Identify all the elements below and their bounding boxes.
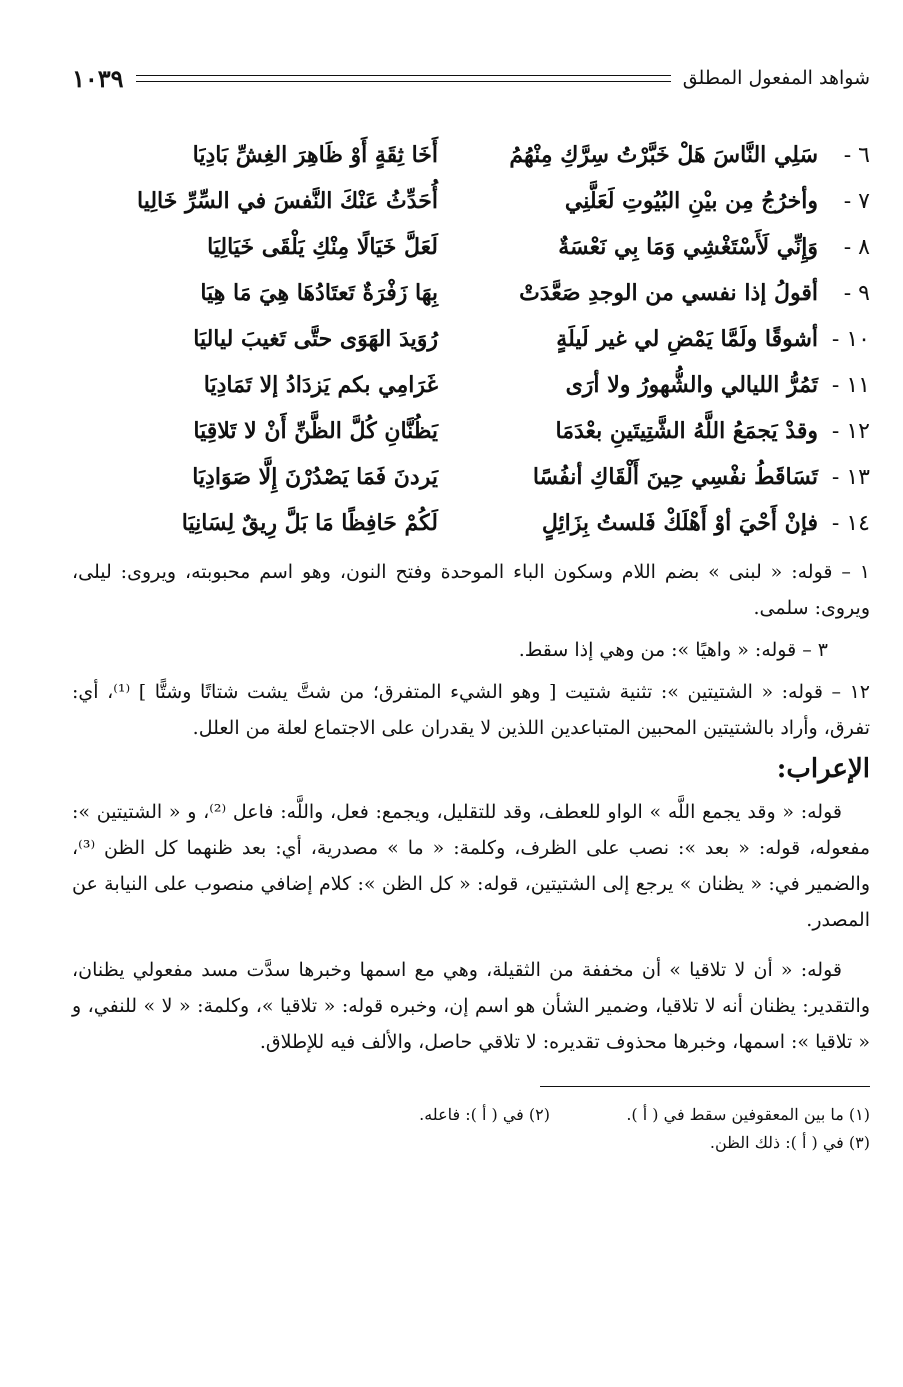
poem-verses [72, 132, 870, 546]
verse-line [72, 316, 870, 362]
footnote-rule [540, 1086, 870, 1087]
footnote-1: (١) ما بين المعقوفين سقط في ( أ ). [626, 1105, 870, 1124]
verse-number: ٨ - [843, 234, 870, 260]
note-paragraph: ١ – قوله: « لبنى » بضم اللام وسكون الباء الموحدة وفتح النون، وهو اسم محبوبته، ويروى: ليلى، ويروى: سلمى. [72, 561, 870, 619]
verse-first-hemistich: فإنْ أَحْيَ أوْ أَهْلَكْ فَلستُ بِزَائِلٍ [541, 510, 818, 536]
verse-second-hemistich: لَعَلَّ خَيَالًا مِنْكِ يَلْقَى خَيَالِيَا [207, 234, 438, 260]
vocabulary-notes [72, 554, 870, 746]
verse-first-hemistich: وَإِنِّي لَأَسْتَغْشِي وَمَا بِي نَعْسَةٌ [558, 234, 818, 260]
footnote-row [72, 1129, 870, 1157]
verse-second-hemistich: رُوَيدَ الهَوَى حتَّى تَغيبَ لياليَا [193, 326, 438, 352]
verse-first-hemistich: سَلِي النَّاسَ هَلْ خَبَّرْتُ سِرَّكِ مِنْهُمُ [509, 142, 818, 168]
body-paragraph: قوله: « أن لا تلاقيا » أن مخففة من الثقيلة، وهي مع اسمها وخبرها سدَّت مسد مفعولي يظنان، والتقدير: يظنان أنه لا تلاقيا، وضمير الشأن هو اسم إن، وخبره قوله: « تلاقيا »، وكلمة: « لا » للنفي، و « تلاقيا »: اسمها، وخبرها محذوف تقديره: لا تلاقي حاصل، والألف فيه للإطلاق. [72, 959, 870, 1053]
verse-number: ٧ - [843, 188, 870, 214]
verse-line [72, 270, 870, 316]
grammar-analysis [72, 794, 870, 1060]
verse-line [72, 454, 870, 500]
running-header [72, 60, 870, 96]
header-rule [136, 75, 671, 82]
verse-first-hemistich: أقولُ إذا نفسي من الوجدِ صَعَّدَتْ [519, 280, 818, 306]
body-paragraph: قوله: « وقد يجمع اللَّه » الواو للعطف، وقد للتقليل، ويجمع: فعل، واللَّه: فاعل ⁽²⁾، و « الشتيتين »: مفعوله، قوله: « بعد »: نصب على الظرف، وكلمة: « ما » مصدرية، أي: بعد ظنهما كل الظن ⁽³⁾، والضمير في: « يظنان » يرجع إلى الشتيتين، قوله: « كل الظن »: كلام إضافي منصوب على النيابة عن المصدر. [72, 801, 870, 931]
footnote-row [72, 1101, 870, 1129]
running-title: شواهد المفعول المطلق [682, 67, 870, 89]
verse-line [72, 178, 870, 224]
verse-line [72, 132, 870, 178]
verse-second-hemistich: أَخَا ثِقَةٍ أَوْ ظَاهِرَ الغِشِّ بَادِيَا [192, 142, 438, 168]
verse-first-hemistich: تَسَاقَطُ نفْسِي حِينَ أَلْقَاكِ أنفُسًا [532, 464, 818, 490]
verse-first-hemistich: تَمُرُّ الليالي والشُّهورُ ولا أرَى [565, 372, 818, 398]
verse-number: ٩ - [843, 280, 870, 306]
note-paragraph: ٣ – قوله: « واهيًا »: من وهي إذا سقط. [518, 639, 828, 661]
verse-second-hemistich: يَردنَ فَمَا يَصْدُرْنَ إِلَّا صَوَادِيَا [192, 464, 438, 490]
verse-number: ١٣ - [831, 464, 870, 490]
footnote-2: (٢) في ( أ ): فاعله. [419, 1105, 550, 1124]
section-heading: الإعراب: [776, 754, 870, 784]
verse-second-hemistich: أُحَدِّثُ عَنْكَ النَّفسَ في السِّرِّ خَالِيا [137, 188, 438, 214]
verse-first-hemistich: وأخرُجُ مِن بيْنِ البُيُوتِ لَعَلَّنِي [564, 188, 818, 214]
footnote-3: (٣) في ( أ ): ذلك الظن. [709, 1133, 870, 1152]
note-paragraph: ١٢ – قوله: « الشتيتين »: تثنية شتيت [ وهو الشيء المتفرق؛ من شتَّ يشت شتاتًا وشتًّا ] ⁽¹⁾، أي: تفرق، وأراد بالشتيتين المحبين المتباعدين اللذين لا يقدران على الاجتماع لعلة من العلل. [72, 681, 870, 739]
verse-line [72, 500, 870, 546]
verse-second-hemistich: غَرَامِي بكم يَزدَادُ إلا تَمَادِيَا [203, 372, 438, 398]
verse-number: ١٤ - [831, 510, 870, 536]
verse-line [72, 408, 870, 454]
verse-first-hemistich: وقدْ يَجمَعُ اللَّهُ الشَّتِيتَينِ بعْدَمَا [555, 418, 818, 444]
verse-line [72, 362, 870, 408]
verse-number: ١١ - [831, 372, 870, 398]
verse-second-hemistich: يَظُنَّانِ كُلَّ الظَّنِّ أَنْ لا تَلاقِيَا [193, 418, 438, 444]
verse-first-hemistich: أشوقًا ولَمَّا يَمْضِ لي غير لَيلَةٍ [556, 326, 818, 352]
verse-second-hemistich: بِهَا زَفْرَةٌ تَعتَادُهَا هِيَ مَا هِيَا [200, 280, 438, 306]
verse-second-hemistich: لَكُمْ حَافِظًا مَا بَلَّ رِيقٌ لِسَانِيَا [181, 510, 438, 536]
page-number: ١٠٣٩ [72, 63, 124, 93]
verse-number: ١٠ - [831, 326, 870, 352]
footnotes [72, 1101, 870, 1157]
verse-line [72, 224, 870, 270]
verse-number: ١٢ - [831, 418, 870, 444]
verse-number: ٦ - [843, 142, 870, 168]
page [72, 60, 870, 1157]
